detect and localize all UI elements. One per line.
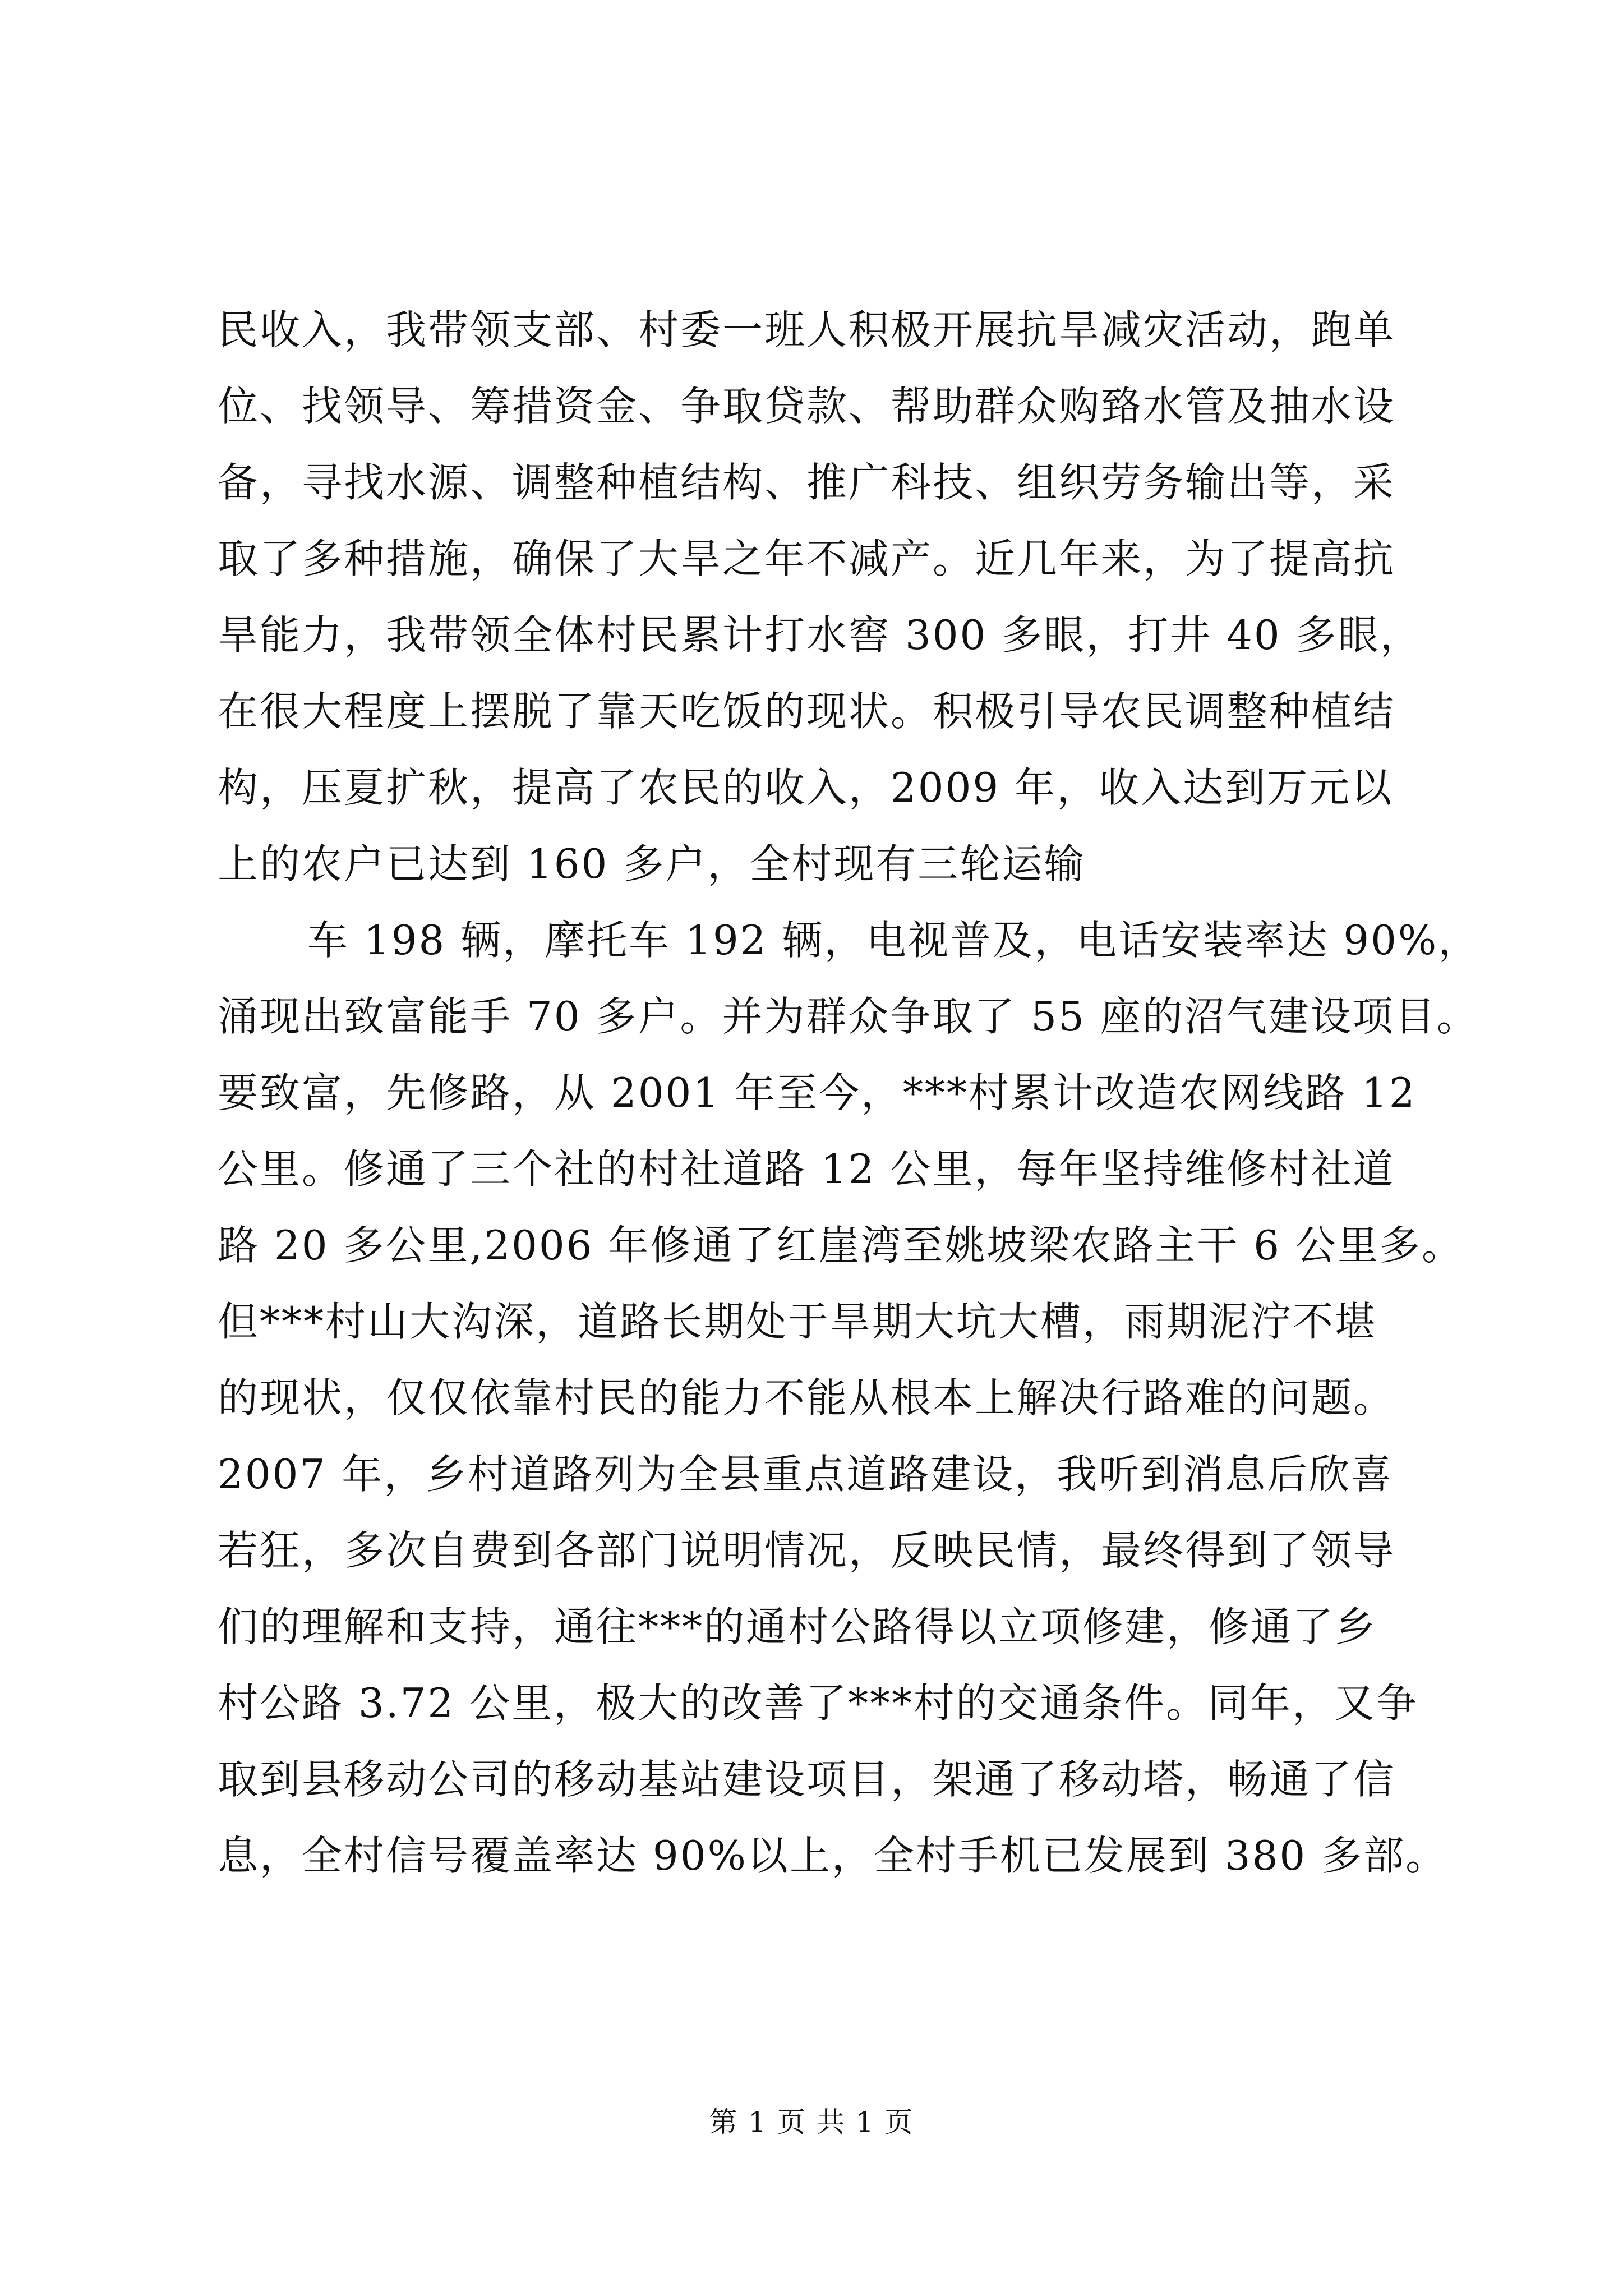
text-line: 公里。修通了三个社的村社道路 12 公里，每年坚持维修村社道 [218,1145,1395,1193]
text-line: 但***村山大沟深，道路长期处于旱期大坑大槽，雨期泥泞不堪 [218,1298,1377,1345]
text-line: 村公路 3.72 公里，极大的改善了***村的交通条件。同年，又争 [218,1680,1419,1727]
text-line: 的现状，仅仅依靠村民的能力不能从根本上解决行路难的问题。 [218,1374,1396,1421]
text-line: 民收入，我带领支部、村委一班人积极开展抗旱减灾活动，跑单 [218,306,1396,353]
text-line: 涌现出致富能手 70 多户。并为群众争取了 55 座的沼气建设项目。 [218,993,1479,1040]
text-line: 路 20 多公里,2006 年修通了红崖湾至姚坡梁农路主干 6 公里多。 [218,1222,1464,1269]
text-line: 旱能力，我带领全体村民累计打水窖 300 多眼，打井 40 多眼， [218,611,1422,659]
text-line: 备，寻找水源、调整种植结构、推广科技、组织劳务输出等，采 [218,459,1396,506]
text-line: 构，压夏扩秋，提高了农民的收入，2009 年，收入达到万元以 [218,764,1394,811]
text-line: 上的农户已达到 160 多户，全村现有三轮运输 [218,840,1086,887]
text-line-indented: 车 198 辆，摩托车 192 辆，电视普及，电话安装率达 90%， [307,917,1481,964]
page-number-footer: 第 1 页 共 1 页 [709,2106,914,2138]
text-line: 取到县移动公司的移动基站建设项目，架通了移动塔，畅通了信 [218,1756,1396,1803]
text-line: 位、找领导、筹措资金、争取贷款、帮助群众购臵水管及抽水设 [218,383,1396,430]
text-line: 2007 年，乡村道路列为全县重点道路建设，我听到消息后欣喜 [218,1451,1394,1498]
text-line: 要致富，先修路，从 2001 年至今，***村累计改造农网线路 12 [218,1069,1417,1116]
text-line: 取了多种措施，确保了大旱之年不减产。近几年来，为了提高抗 [218,535,1396,582]
text-line: 息，全村信号覆盖率达 90%以上，全村手机已发展到 380 多部。 [218,1832,1448,1879]
body-text [218,292,1481,1894]
text-line: 在很大程度上摆脱了靠天吃饭的现状。积极引导农民调整种植结 [218,688,1396,735]
text-line: 们的理解和支持，通往***的通村公路得以立项修建，修通了乡 [218,1603,1377,1650]
text-line: 若狂，多次自费到各部门说明情况，反映民情，最终得到了领导 [218,1527,1396,1574]
